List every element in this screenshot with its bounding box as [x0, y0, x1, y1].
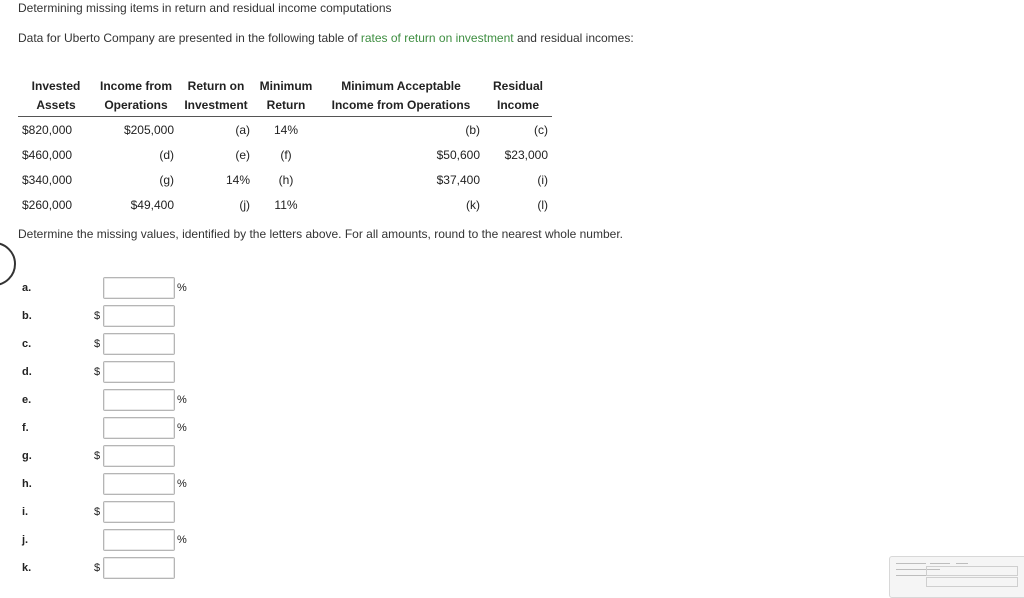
dollar-sign: $: [94, 310, 101, 322]
intro-text-after: and residual incomes:: [513, 31, 634, 45]
answer-input-g[interactable]: [103, 445, 175, 467]
answer-row-d: [20, 361, 240, 385]
dollar-sign: $: [94, 366, 101, 378]
answer-row-a: [20, 277, 240, 301]
table-cell: (f): [280, 147, 292, 162]
table-cell: $340,000: [22, 172, 73, 187]
table-cell: (j): [239, 197, 250, 212]
table-cell: (d): [159, 147, 174, 162]
table-row: [18, 167, 552, 192]
dollar-sign: $: [94, 450, 101, 462]
table-cell: $50,600: [436, 147, 480, 162]
answer-label: i.: [22, 506, 29, 518]
table-cell: $49,400: [130, 197, 174, 212]
table-row: [18, 192, 552, 217]
answer-input-b[interactable]: [103, 305, 175, 327]
answer-label: c.: [22, 338, 32, 350]
answer-row-h: [20, 473, 240, 497]
table-row: [18, 117, 552, 143]
table-cell: $37,400: [436, 172, 480, 187]
table-cell: $205,000: [123, 122, 174, 137]
percent-sign: %: [177, 478, 187, 490]
instructions-text: Determine the missing values, identified by the letters above. For all amounts, round to the nearest whole number.: [18, 227, 623, 241]
percent-sign: %: [177, 534, 187, 546]
answer-row-i: [20, 501, 240, 525]
table-cell: (i): [537, 172, 548, 187]
table-cell: (e): [235, 147, 250, 162]
answer-row-j: [20, 529, 240, 553]
table-header-row: [18, 76, 552, 117]
table-cell: 14%: [273, 122, 299, 137]
answer-label: f.: [22, 422, 29, 434]
dollar-sign: $: [94, 562, 101, 574]
answer-input-a[interactable]: [103, 277, 175, 299]
answer-row-k: [20, 557, 240, 581]
header-residual-income: Residual Income: [484, 76, 552, 117]
answer-label: k.: [22, 562, 32, 574]
answer-label: d.: [22, 366, 32, 378]
rates-of-return-link[interactable]: rates of return on investment: [360, 31, 514, 45]
table-cell: (g): [159, 172, 174, 187]
answer-input-k[interactable]: [103, 557, 175, 579]
answer-input-c[interactable]: [103, 333, 175, 355]
percent-sign: %: [177, 422, 187, 434]
intro-text: [18, 31, 634, 45]
data-table: [18, 76, 552, 217]
table-cell: (a): [235, 122, 250, 137]
percent-sign: %: [177, 282, 187, 294]
table-cell: $260,000: [22, 197, 73, 212]
table-cell: 11%: [274, 197, 298, 212]
intro-text-before: Data for Uberto Company are presented in the following table of: [18, 31, 361, 45]
answer-label: e.: [22, 394, 32, 406]
answer-input-i[interactable]: [103, 501, 175, 523]
answer-row-c: [20, 333, 240, 357]
answer-row-f: [20, 417, 240, 441]
answer-label: a.: [22, 282, 32, 294]
answer-row-e: [20, 389, 240, 413]
page-title: Determining missing items in return and residual income computations: [18, 1, 392, 15]
header-income-from-operations: Income from Operations: [94, 76, 178, 117]
answer-input-h[interactable]: [103, 473, 175, 495]
table-cell: (c): [534, 122, 548, 137]
answer-input-j[interactable]: [103, 529, 175, 551]
answer-row-b: [20, 305, 240, 329]
table-row: [18, 142, 552, 167]
table-cell: $23,000: [504, 147, 548, 162]
answer-label: j.: [22, 534, 29, 546]
table-cell: (h): [278, 172, 294, 187]
answer-input-f[interactable]: [103, 417, 175, 439]
answer-row-g: [20, 445, 240, 469]
table-cell: (k): [466, 197, 480, 212]
answer-input-e[interactable]: [103, 389, 175, 411]
header-invested-assets: Invested Assets: [18, 76, 94, 117]
table-cell: (b): [465, 122, 480, 137]
answer-label: g.: [22, 450, 32, 462]
dollar-sign: $: [94, 338, 101, 350]
answer-label: b.: [22, 310, 32, 322]
header-return-on-investment: Return on Investment: [178, 76, 254, 117]
answer-input-d[interactable]: [103, 361, 175, 383]
dollar-sign: $: [94, 506, 101, 518]
table-cell: 14%: [225, 172, 250, 187]
answer-label: h.: [22, 478, 32, 490]
header-minimum-return: Minimum Return: [254, 76, 318, 117]
table-cell: (l): [537, 197, 548, 212]
table-cell: $460,000: [22, 147, 73, 162]
page-thumbnail[interactable]: [889, 556, 1024, 598]
percent-sign: %: [177, 394, 187, 406]
header-minimum-acceptable-income: Minimum Acceptable Income from Operations: [318, 76, 484, 117]
table-cell: $820,000: [22, 122, 73, 137]
circle-icon: [0, 242, 16, 286]
